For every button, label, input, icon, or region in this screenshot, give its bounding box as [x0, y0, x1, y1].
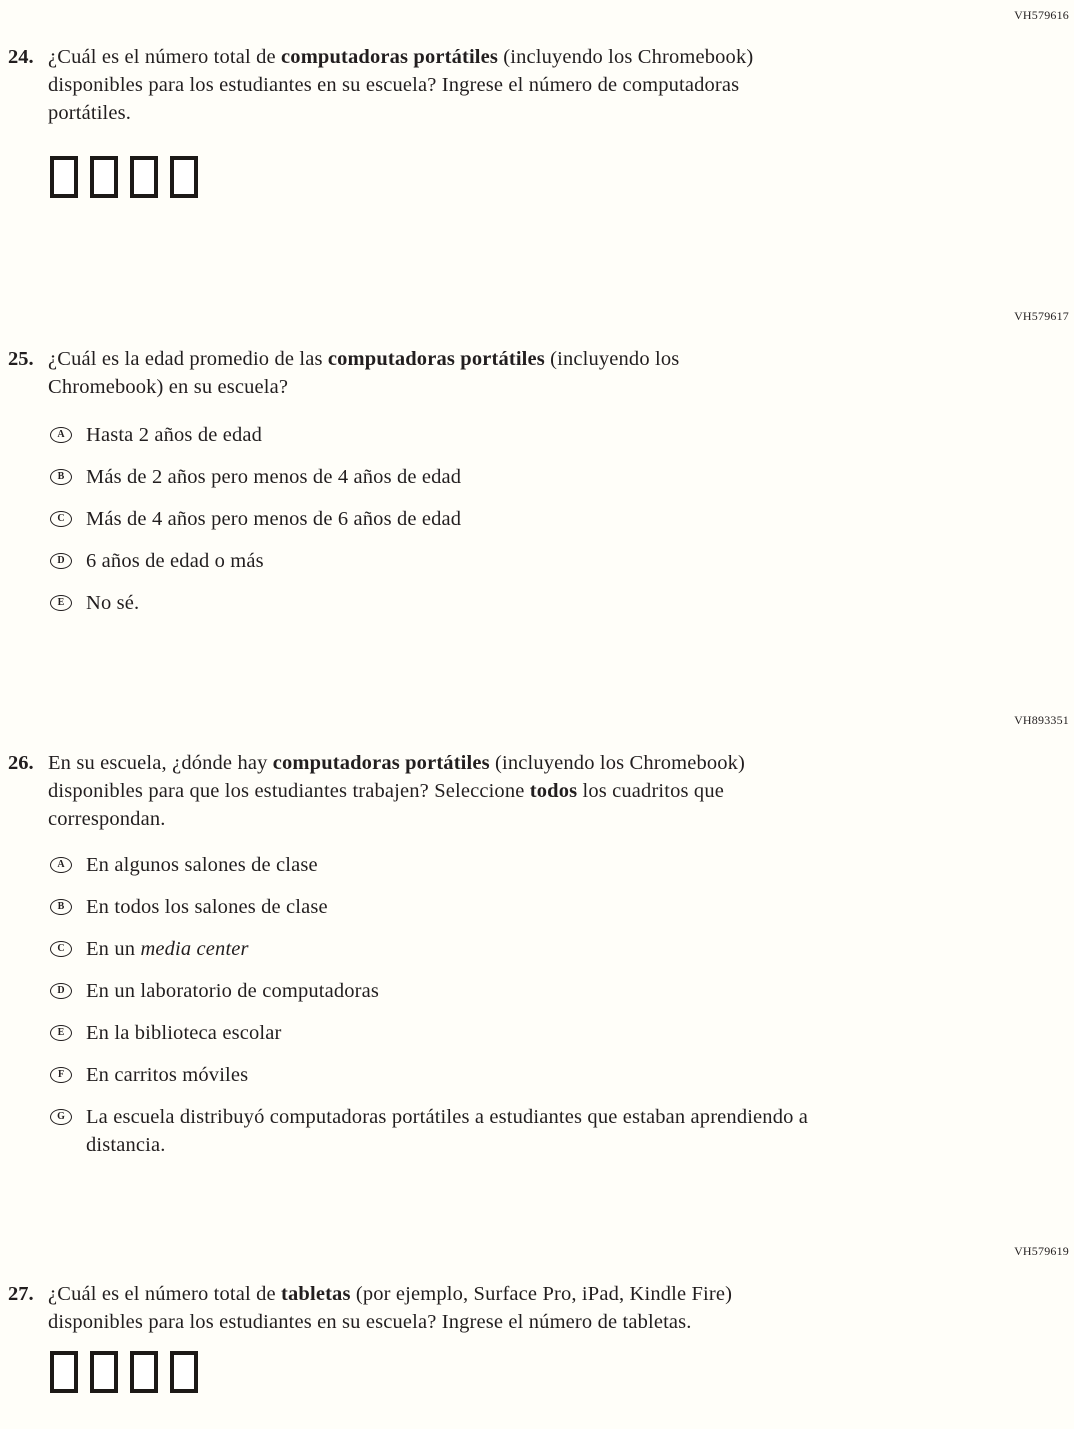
prompt-line	[48, 345, 679, 373]
option-bubble-A[interactable]: A	[50, 857, 72, 873]
bold-text: todos	[529, 780, 578, 802]
option-G[interactable]	[0, 1103, 1074, 1159]
text: correspondan.	[48, 808, 166, 830]
question-27	[0, 1244, 1074, 1393]
option-bubble-G[interactable]: G	[50, 1109, 72, 1125]
text: En todos los salones de clase	[86, 896, 328, 918]
text: 6 años de edad o más	[86, 550, 264, 572]
question-row	[0, 1280, 1074, 1336]
options-list	[0, 421, 1074, 617]
text: (incluyendo los Chromebook)	[489, 752, 746, 774]
option-label	[86, 589, 139, 617]
digit-entry-boxes	[50, 156, 1074, 198]
text: Chromebook) en su escuela?	[48, 376, 289, 398]
digit-box-2[interactable]	[90, 156, 118, 198]
text: No sé.	[86, 592, 140, 614]
text: disponibles para los estudiantes en su escuela? Ingrese el número de computadoras	[48, 74, 740, 96]
question-row	[0, 43, 1074, 127]
option-label	[86, 1103, 808, 1159]
text: En un	[86, 938, 141, 960]
question-row	[0, 345, 1074, 401]
option-E[interactable]	[0, 589, 1074, 617]
option-C[interactable]	[0, 505, 1074, 533]
option-label	[86, 851, 318, 879]
digit-entry-boxes	[50, 1351, 1074, 1393]
text: En su escuela, ¿dónde hay	[48, 752, 273, 774]
option-bubble-D[interactable]: D	[50, 553, 72, 569]
bold-text: computadoras portátiles	[327, 348, 545, 370]
prompt-line	[48, 777, 745, 805]
text: portátiles.	[48, 102, 132, 124]
text: Más de 2 años pero menos de 4 años de edad	[86, 466, 462, 488]
item-code: VH579616	[1014, 8, 1069, 22]
question-number: 27.	[8, 1283, 34, 1305]
option-label	[86, 1019, 281, 1047]
option-bubble-B[interactable]: B	[50, 469, 72, 485]
question-number: 24.	[8, 46, 34, 68]
option-label	[86, 1061, 248, 1089]
text: ¿Cuál es el número total de	[48, 1283, 282, 1305]
digit-box-3[interactable]	[130, 1351, 158, 1393]
prompt-line	[48, 71, 753, 99]
text: En un laboratorio de computadoras	[86, 980, 380, 1002]
option-label	[86, 463, 461, 491]
option-B[interactable]	[0, 463, 1074, 491]
text: ¿Cuál es el número total de	[48, 46, 282, 68]
option-label	[86, 421, 262, 449]
digit-box-1[interactable]	[50, 1351, 78, 1393]
prompt-line	[48, 99, 753, 127]
question-text	[48, 345, 679, 401]
question-25	[0, 309, 1074, 617]
item-code: VH579617	[1014, 309, 1069, 323]
option-label	[86, 893, 328, 921]
option-bubble-E[interactable]: E	[50, 1025, 72, 1041]
prompt-line	[48, 1280, 732, 1308]
option-bubble-B[interactable]: B	[50, 899, 72, 915]
item-code: VH893351	[1014, 713, 1069, 727]
option-C[interactable]	[0, 935, 1074, 963]
prompt-line	[48, 373, 679, 401]
question-row	[0, 749, 1074, 833]
digit-box-4[interactable]	[170, 1351, 198, 1393]
option-label	[86, 977, 379, 1005]
digit-box-3[interactable]	[130, 156, 158, 198]
prompt-line	[48, 1308, 732, 1336]
bold-text: computadoras portátiles	[272, 752, 490, 774]
text: (incluyendo los Chromebook)	[498, 46, 754, 68]
prompt-line	[48, 43, 753, 71]
item-code: VH579619	[1014, 1244, 1069, 1258]
text: distancia.	[86, 1134, 166, 1156]
question-number: 26.	[8, 752, 34, 774]
digit-box-1[interactable]	[50, 156, 78, 198]
italic-text: media center	[140, 938, 249, 960]
option-label	[86, 935, 249, 963]
options-list	[0, 851, 1074, 1159]
option-label	[86, 547, 264, 575]
option-F[interactable]	[0, 1061, 1074, 1089]
question-number: 25.	[8, 348, 34, 370]
question-text	[48, 749, 745, 833]
text: Más de 4 años pero menos de 6 años de edad	[86, 508, 462, 530]
text: La escuela distribuyó computadoras portátiles a estudiantes que estaban aprendiendo a	[86, 1106, 809, 1128]
option-bubble-D[interactable]: D	[50, 983, 72, 999]
text: ¿Cuál es la edad promedio de las	[48, 348, 328, 370]
text: disponibles para que los estudiantes trabajen? Seleccione	[48, 780, 530, 802]
option-A[interactable]	[0, 851, 1074, 879]
digit-box-2[interactable]	[90, 1351, 118, 1393]
option-B[interactable]	[0, 893, 1074, 921]
question-26	[0, 713, 1074, 1159]
option-bubble-C[interactable]: C	[50, 941, 72, 957]
text: En carritos móviles	[86, 1064, 249, 1086]
text: los cuadritos que	[577, 780, 724, 802]
option-E[interactable]	[0, 1019, 1074, 1047]
question-text	[48, 1280, 732, 1336]
option-D[interactable]	[0, 547, 1074, 575]
prompt-line	[48, 749, 745, 777]
option-bubble-A[interactable]: A	[50, 427, 72, 443]
option-A[interactable]	[0, 421, 1074, 449]
question-text	[48, 43, 753, 127]
text: (incluyendo los	[544, 348, 680, 370]
prompt-line	[48, 805, 745, 833]
question-24	[0, 8, 1074, 198]
text: disponibles para los estudiantes en su escuela? Ingrese el número de tabletas.	[48, 1311, 692, 1333]
text: En la biblioteca escolar	[86, 1022, 282, 1044]
option-bubble-C[interactable]: C	[50, 511, 72, 527]
option-bubble-F[interactable]: F	[50, 1067, 72, 1083]
text: (por ejemplo, Surface Pro, iPad, Kindle Fire)	[350, 1283, 733, 1305]
bold-text: tabletas	[281, 1283, 351, 1305]
option-label	[86, 505, 461, 533]
option-D[interactable]	[0, 977, 1074, 1005]
option-bubble-E[interactable]: E	[50, 595, 72, 611]
text: Hasta 2 años de edad	[86, 424, 263, 446]
text: En algunos salones de clase	[86, 854, 318, 876]
bold-text: computadoras portátiles	[281, 46, 499, 68]
digit-box-4[interactable]	[170, 156, 198, 198]
